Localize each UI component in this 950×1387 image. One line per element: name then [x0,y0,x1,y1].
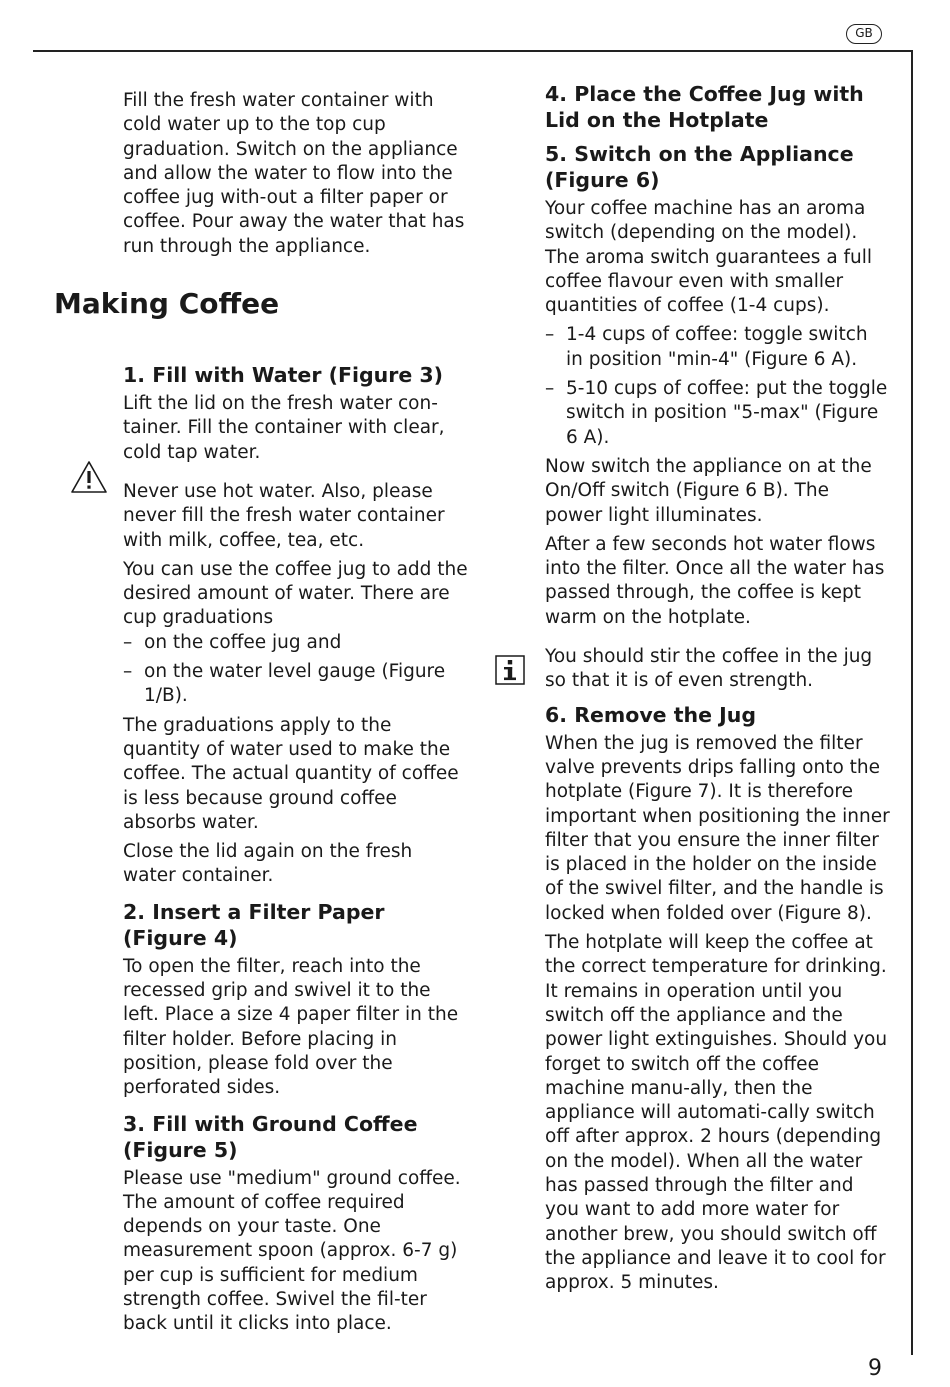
list-item: – on the water level gauge (Figure 1/B). [123,661,446,707]
step2-paragraph: To open the filter, reach into the recessed grip and swivel it to the left. Place a size 4 paper filter in the filter holder. Before placing in position, please fold over the perforated sides. [123,955,459,1099]
step6-heading: 6. Remove the Jug [545,702,757,727]
right-margin-rule [911,50,913,1355]
warning-paragraph: Never use hot water. Also, please never fill the fresh water container with milk, coffee, tea, etc. [123,480,445,551]
water-flow-paragraph: After a few seconds hot water flows into the filter. Once all the water has passed through, the coffee is kept warm on the hotplate. [545,533,885,628]
step1-heading: 1. Fill with Water (Figure 3) [123,363,444,388]
list-item: – on the coffee jug and [123,631,342,653]
graduations-list [123,631,468,709]
step1-paragraph: Lift the lid on the fresh water con-tainer. Fill the container with clear, cold tap water. [123,393,445,463]
right-column [545,81,890,1300]
aroma-switch-list [545,323,890,449]
step3-heading: 3. Fill with Ground Coffee (Figure 5) [123,1111,418,1162]
page-number: 9 [868,1356,882,1381]
step5-heading: 5. Switch on the Appliance (Figure 6) [545,142,854,192]
hotplate-paragraph: The hotplate will keep the coffee at the correct temperature for drinking. It remains in operation until you switch off the appliance and the power light extinguishes. Should you forget to switch off the coffee machine manu-ally, then the appliance will automati-cally switch off after approx. 2 hours (depending on the model). When all the water has passed through the filter and you want to add more water for another brew, you should switch off the appliance and leave it to cool for approx. 5 minutes. [545,932,888,1294]
header-rule [33,50,913,52]
step4-heading: 4. Place the Coffee Jug with Lid on the Hotplate [545,82,864,132]
section-title: Making Coffee [54,287,280,320]
warning-icon [69,459,109,495]
step3-paragraph: Please use "medium" ground coffee. The amount of coffee required depends on your taste. One measurement spoon (approx. 6-7 g) per cup is sufficient for medium strength coffee. Swivel the fil-ter back until it clicks into place. [123,1167,461,1335]
step5-paragraph: Your coffee machine has an aroma switch (depending on the model). The aroma switch guarantees a full coffee flavour even with smaller quantities of coffee (1-4 cups). [545,198,873,317]
graduations-paragraph: The graduations apply to the quantity of water used to make the coffee. The actual quantity of coffee is less because ground coffee absorbs water. [123,714,459,833]
jug-paragraph: You can use the coffee jug to add the desired amount of water. There are cup graduations [123,558,468,629]
switch-on-paragraph: Now switch the appliance on at the On/Off switch (Figure 6 B). The power light illuminates. [545,455,872,526]
close-lid-paragraph: Close the lid again on the fresh water container. [123,841,413,887]
list-item: – 1-4 cups of coffee: toggle switch in position "min-4" (Figure 6 A). [545,324,868,370]
list-item: – 5-10 cups of coffee: put the toggle switch in position "5-max" (Figure 6 A). [545,378,888,448]
info-paragraph: You should stir the coffee in the jug so that it is of even strength. [545,646,873,692]
step2-heading: 2. Insert a Filter Paper (Figure 4) [123,899,385,950]
step6-paragraph: When the jug is removed the filter valve prevents drips falling onto the hotplate (Figure 7). It is therefore important when positioning the inner filter that you ensure the inner filter is placed in the holder on the inside of the swivel filter, and the handle is locked when folded over (Figure 8). [545,732,890,924]
language-badge: GB [846,24,882,44]
intro-paragraph: Fill the fresh water container with cold water up to the top cup graduation. Switch on the appliance and allow the water to flow into the coffee jug with-out a filter paper or coffee. Pour away the water that has run through the appliance. [123,90,465,257]
info-icon [495,655,525,685]
left-column [123,89,468,1342]
